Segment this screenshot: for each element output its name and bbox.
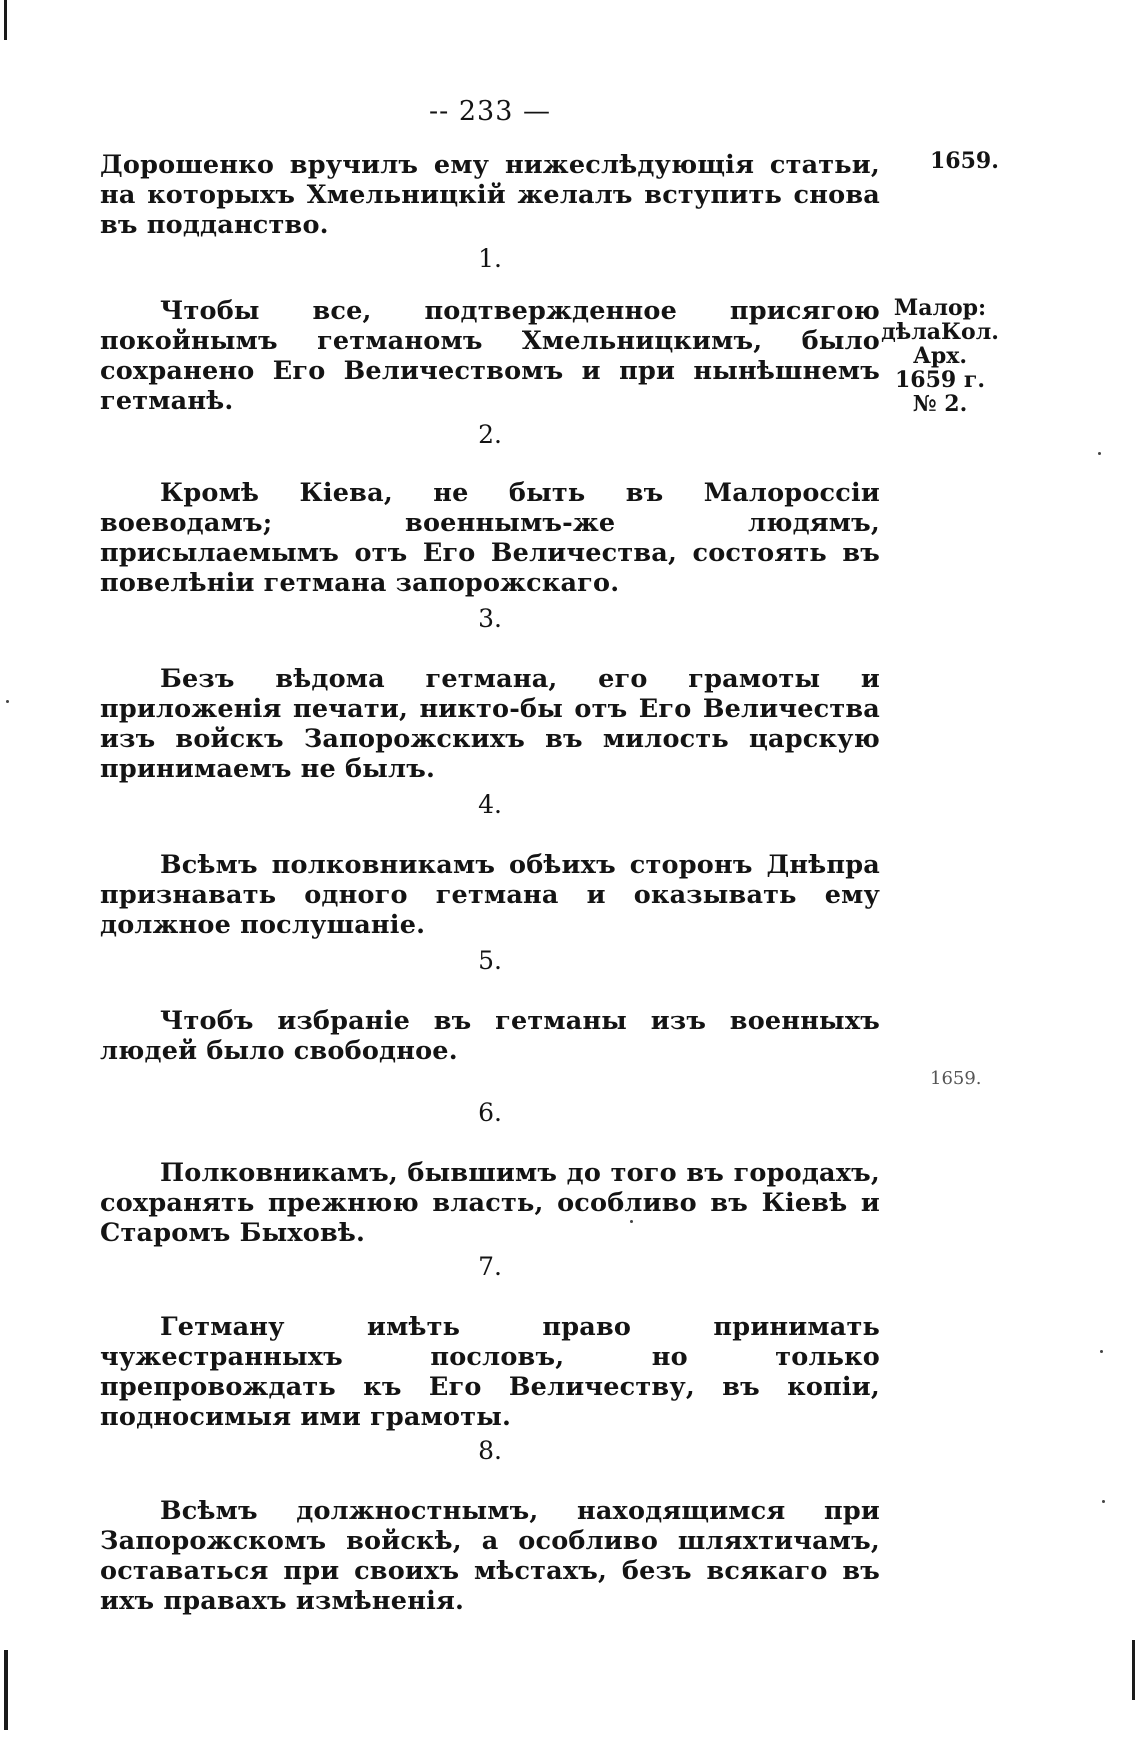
margin-source-note: Малор: дѣлаКол. Арх. 1659 г. № 2. (881, 295, 999, 417)
article-number: 5. (478, 946, 502, 975)
article-number: 1. (478, 244, 502, 273)
article-text: Безъ вѣдома гетмана, его грамоты и приложенія печати, никто-бы отъ Его Величества изъ войскъ Запорожскихъ въ милость царскую принимаемъ не былъ. (100, 664, 880, 784)
article-text: Всѣмъ полковникамъ обѣихъ сторонъ Днѣпра признавать одного гетмана и оказывать ему должное послушаніе. (100, 850, 880, 940)
margin-year-top: 1659. (930, 148, 999, 174)
scan-speck (6, 700, 9, 703)
left-edge-mark (4, 0, 7, 40)
page-number: -- 233 — (429, 96, 551, 127)
article-number: 4. (478, 790, 502, 819)
left-edge-mark (4, 1650, 8, 1730)
scan-speck (1100, 1350, 1103, 1353)
article-text: Чтобы все, подтвержденное присягою покойнымъ гетманомъ Хмельницкимъ, было сохранено Его Величествомъ и при нынѣшнемъ гетманѣ. (100, 296, 880, 416)
article-number: 8. (478, 1436, 502, 1465)
intro-paragraph: Дорошенко вручилъ ему нижеслѣдующія статьи, на которыхъ Хмельницкій желалъ вступить снова въ подданство. (100, 150, 880, 240)
article-number: 3. (478, 604, 502, 633)
article-number: 6. (478, 1098, 502, 1127)
article-text: Всѣмъ должностнымъ, находящимся при Запорожскомъ войскѣ, а особливо шляхтичамъ, оставаться при своихъ мѣстахъ, безъ всякаго въ ихъ правахъ измѣненія. (100, 1496, 880, 1616)
article-text: Гетману имѣть право принимать чужестранныхъ пословъ, но только препровождать къ Его Величеству, въ копіи, подносимыя ими грамоты. (100, 1312, 880, 1432)
article-number: 7. (478, 1252, 502, 1281)
article-number: 2. (478, 420, 502, 449)
article-text: Чтобъ избраніе въ гетманы изъ военныхъ людей было свободное. (100, 1006, 880, 1066)
scan-speck (1102, 1500, 1105, 1503)
article-text: Полковникамъ, бывшимъ до того въ городахъ, сохранять прежнюю власть, особливо въ Кіевѣ и Старомъ Быховѣ. (100, 1158, 880, 1248)
margin-year-bottom: 1659. (930, 1068, 982, 1089)
right-edge-mark (1132, 1640, 1135, 1700)
article-text: Кромѣ Кіева, не быть въ Малороссіи воеводамъ; военнымъ-же людямъ, присылаемымъ отъ Его Величества, состоять въ повелѣніи гетмана запорожскаго. (100, 478, 880, 598)
scan-speck (630, 1220, 633, 1223)
scan-speck (1098, 452, 1101, 455)
